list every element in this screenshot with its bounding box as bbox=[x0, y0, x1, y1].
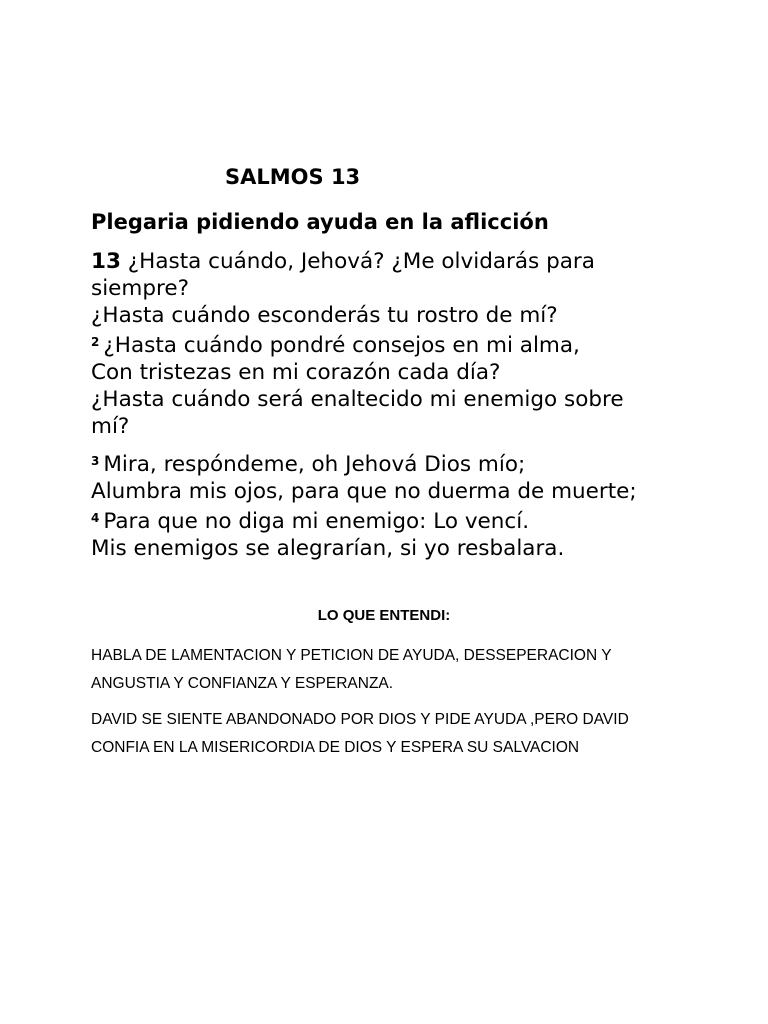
verse-text: Para que no diga mi enemigo: Lo vencí. bbox=[103, 509, 530, 534]
page-title: SALMOS 13 bbox=[225, 165, 361, 189]
verse-line bbox=[91, 248, 691, 275]
verse-text: ¿Hasta cuándo, Jehová? ¿Me olvidarás para bbox=[120, 249, 595, 274]
verse-line bbox=[91, 505, 691, 535]
verse-number: 3 bbox=[91, 454, 100, 468]
page-subtitle: Plegaria pidiendo ayuda en la aflicción bbox=[91, 210, 549, 234]
verse-number: 13 bbox=[91, 249, 121, 274]
verse-text: ¿Hasta cuándo pondré consejos en mi alma, bbox=[103, 333, 580, 358]
paragraph-line: HABLA DE LAMENTACION Y PETICION DE AYUDA, DESSEPERACION Y bbox=[91, 647, 612, 664]
verse-number: 4 bbox=[91, 511, 100, 525]
verse-text: Mira, respóndeme, oh Jehová Dios mío; bbox=[103, 452, 526, 477]
reflection-heading: LO QUE ENTENDI: bbox=[317, 607, 451, 624]
verse-line bbox=[91, 329, 691, 359]
reflection-paragraph bbox=[91, 706, 691, 762]
verse-line: Alumbra mis ojos, para que no duerma de muerte; bbox=[91, 479, 637, 504]
paragraph-line: DAVID SE SIENTE ABANDONADO POR DIOS Y PIDE AYUDA ,PERO DAVID bbox=[91, 711, 629, 728]
verse-line: ¿Hasta cuándo esconderás tu rostro de mí? bbox=[91, 303, 558, 328]
paragraph-line: ANGUSTIA Y CONFIANZA Y ESPERANZA. bbox=[91, 675, 394, 692]
verse-line: Con tristezas en mi corazón cada día? bbox=[91, 360, 501, 385]
verse-line: Mis enemigos se alegrarían, si yo resbalara. bbox=[91, 536, 565, 561]
stanza-gap bbox=[91, 440, 691, 448]
verse-line: ¿Hasta cuándo será enaltecido mi enemigo sobre bbox=[91, 387, 624, 412]
paragraph-line: CONFIA EN LA MISERICORDIA DE DIOS Y ESPERA SU SALVACION bbox=[91, 739, 580, 756]
verse-line: mí? bbox=[91, 414, 130, 439]
psalm-verses bbox=[91, 248, 691, 562]
verse-number: 2 bbox=[91, 335, 100, 349]
reflection-paragraph bbox=[91, 642, 691, 698]
verse-line bbox=[91, 448, 691, 478]
verse-line: siempre? bbox=[91, 276, 189, 301]
